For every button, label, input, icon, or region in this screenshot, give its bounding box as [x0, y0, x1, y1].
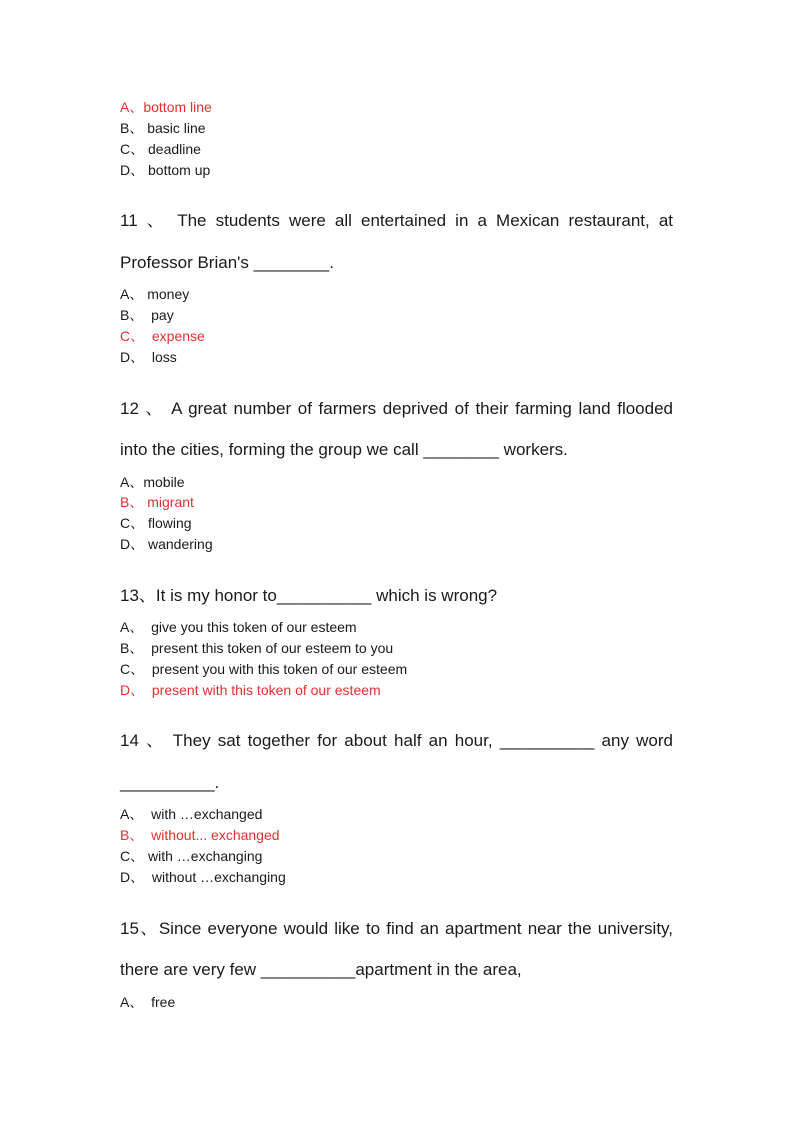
q10-option-c: C、 deadline	[120, 141, 201, 157]
q14-option-b: B、 without... exchanged	[120, 827, 280, 843]
q13-question-line1: 13、It is my honor to__________ which is wrong?	[120, 586, 498, 605]
q10-option-d: D、 bottom up	[120, 162, 211, 178]
q12-question-line1: 12 、 A great number of farmers deprived of their farming land flooded	[120, 399, 673, 418]
q13-option-b: B、 present this token of our esteem to you	[120, 640, 394, 656]
q15-option-a: A、 free	[120, 994, 176, 1010]
q14-option-d: D、 without …exchanging	[120, 869, 286, 885]
q12-option-d: D、 wandering	[120, 536, 213, 552]
q14-option-c: C、 with …exchanging	[120, 848, 263, 864]
q12-option-c: C、 flowing	[120, 515, 192, 531]
q11-option-b: B、 pay	[120, 307, 174, 323]
q11-option-c: C、 expense	[120, 328, 205, 344]
q12-option-b: B、 migrant	[120, 494, 194, 510]
q14-option-a: A、 with …exchanged	[120, 806, 263, 822]
q12-question-line2: into the cities, forming the group we call ________ workers.	[120, 440, 568, 459]
q15-question-line2: there are very few __________apartment in the area,	[120, 960, 522, 979]
q14-question-line2: __________.	[120, 773, 220, 792]
q10-option-b: B、 basic line	[120, 120, 206, 136]
q15-question-line1: 15、Since everyone would like to find an apartment near the university,	[120, 919, 673, 938]
q13-option-c: C、 present you with this token of our esteem	[120, 661, 408, 677]
q13-option-d: D、 present with this token of our esteem	[120, 682, 381, 698]
q11-question-line2: Professor Brian's ________.	[120, 253, 334, 272]
q11-question-line1: 11 、 The students were all entertained in a Mexican restaurant, at	[120, 211, 673, 230]
q13-option-a: A、 give you this token of our esteem	[120, 619, 357, 635]
q12-option-a: A、mobile	[120, 474, 185, 490]
q11-option-a: A、 money	[120, 286, 190, 302]
q14-question-line1: 14 、 They sat together for about half an hour, __________ any word	[120, 731, 673, 750]
q10-option-a: A、bottom line	[120, 99, 212, 115]
q11-option-d: D、 loss	[120, 349, 177, 365]
